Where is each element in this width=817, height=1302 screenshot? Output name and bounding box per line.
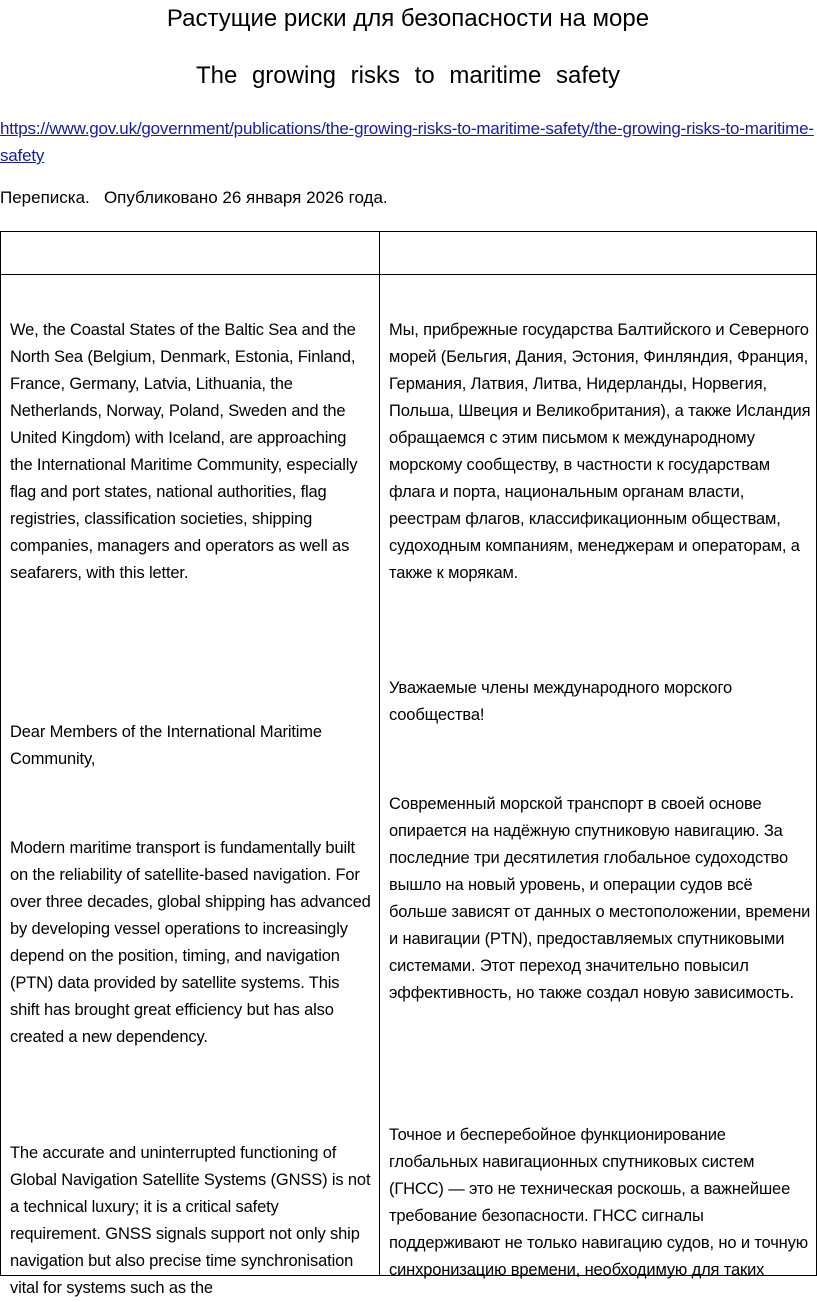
publication-meta: Переписка. Опубликовано 26 января 2026 года.: [0, 188, 388, 207]
russian-column: [380, 275, 817, 1279]
title-english: The growing risks to maritime safety: [195, 62, 621, 89]
en-paragraph-maritime-transport: Modern maritime transport is fundamentally built on the reliability of satellite-based navigation. For over three decades, global shipping has advanced by developing vessel operations to increasingly depend on the position, timing, and navigation (PTN) data provided by satellite systems. This shift has brought great efficiency but has also created a new dependency.: [10, 839, 371, 1046]
header-cell-right: [380, 232, 817, 275]
ru-paragraph-intro: Мы, прибрежные государства Балтийского и Северного морей (Бельгия, Дания, Эстония, Финляндия, Франция, Германия, Латвия, Литва, Нидерланды, Норвегия, Польша, Швеция и Великобритания), а также Исландия обращаемся с этим письмом к международному морскому сообществу, в частности к государствам флага и порта, национальным органам власти, реестрам флагов, классификационным обществам, судоходным компаниям, менеджерам и операторам, а также к морякам.: [389, 321, 811, 582]
title-russian: Растущие риски для безопасности на море: [166, 5, 650, 32]
translation-table: [0, 231, 817, 1297]
table-header-row: [1, 232, 817, 275]
ru-paragraph-greeting: Уважаемые члены международного морского сообщества!: [389, 679, 732, 724]
ru-paragraph-maritime-transport: Современный морской транспорт в своей основе опирается на надёжную спутниковую навигацию. За последние три десятилетия глобальное судоходство вышло на новый уровень, и операции судов всё больше зависят от данных о местоположении, времени и навигации (PTN), предоставляемых спутниковыми системами. Этот переход значительно повысил эффективность, но также создал новую зависимость.: [389, 795, 811, 1002]
source-link[interactable]: https://www.gov.uk/government/publications/the-growing-risks-to-maritime-safety/the-growing-risks-to-maritime-safety: [0, 119, 814, 165]
header-cell-left: [1, 232, 380, 275]
english-column: [1, 275, 380, 1297]
ru-paragraph-gnss: Точное и бесперебойное функционирование глобальных навигационных спутниковых систем (ГНСС) — это не техническая роскошь, а важнейшее требование безопасности. ГНСС сигналы поддерживают не только навигацию судов, но и точную синхронизацию времени, необходимую для таких: [389, 1126, 808, 1279]
en-paragraph-gnss: The accurate and uninterrupted functioning of Global Navigation Satellite Systems (GNSS) is not a technical luxury; it is a critical safety requirement. GNSS signals support not only ship navigation but also precise time synchronisation vital for systems such as the: [10, 1144, 371, 1297]
table-body-row: [1, 275, 817, 1276]
en-paragraph-greeting: Dear Members of the International Maritime Community,: [10, 723, 322, 768]
en-paragraph-intro: We, the Coastal States of the Baltic Sea and the North Sea (Belgium, Denmark, Estonia, Finland, France, Germany, Latvia, Lithuania, the Netherlands, Norway, Poland, Sweden and the United Kingdom) with Iceland, are approaching the International Maritime Community, especially flag and port states, national authorities, flag registries, classification societies, shipping companies, managers and operators as well as seafarers, with this letter.: [10, 321, 358, 582]
